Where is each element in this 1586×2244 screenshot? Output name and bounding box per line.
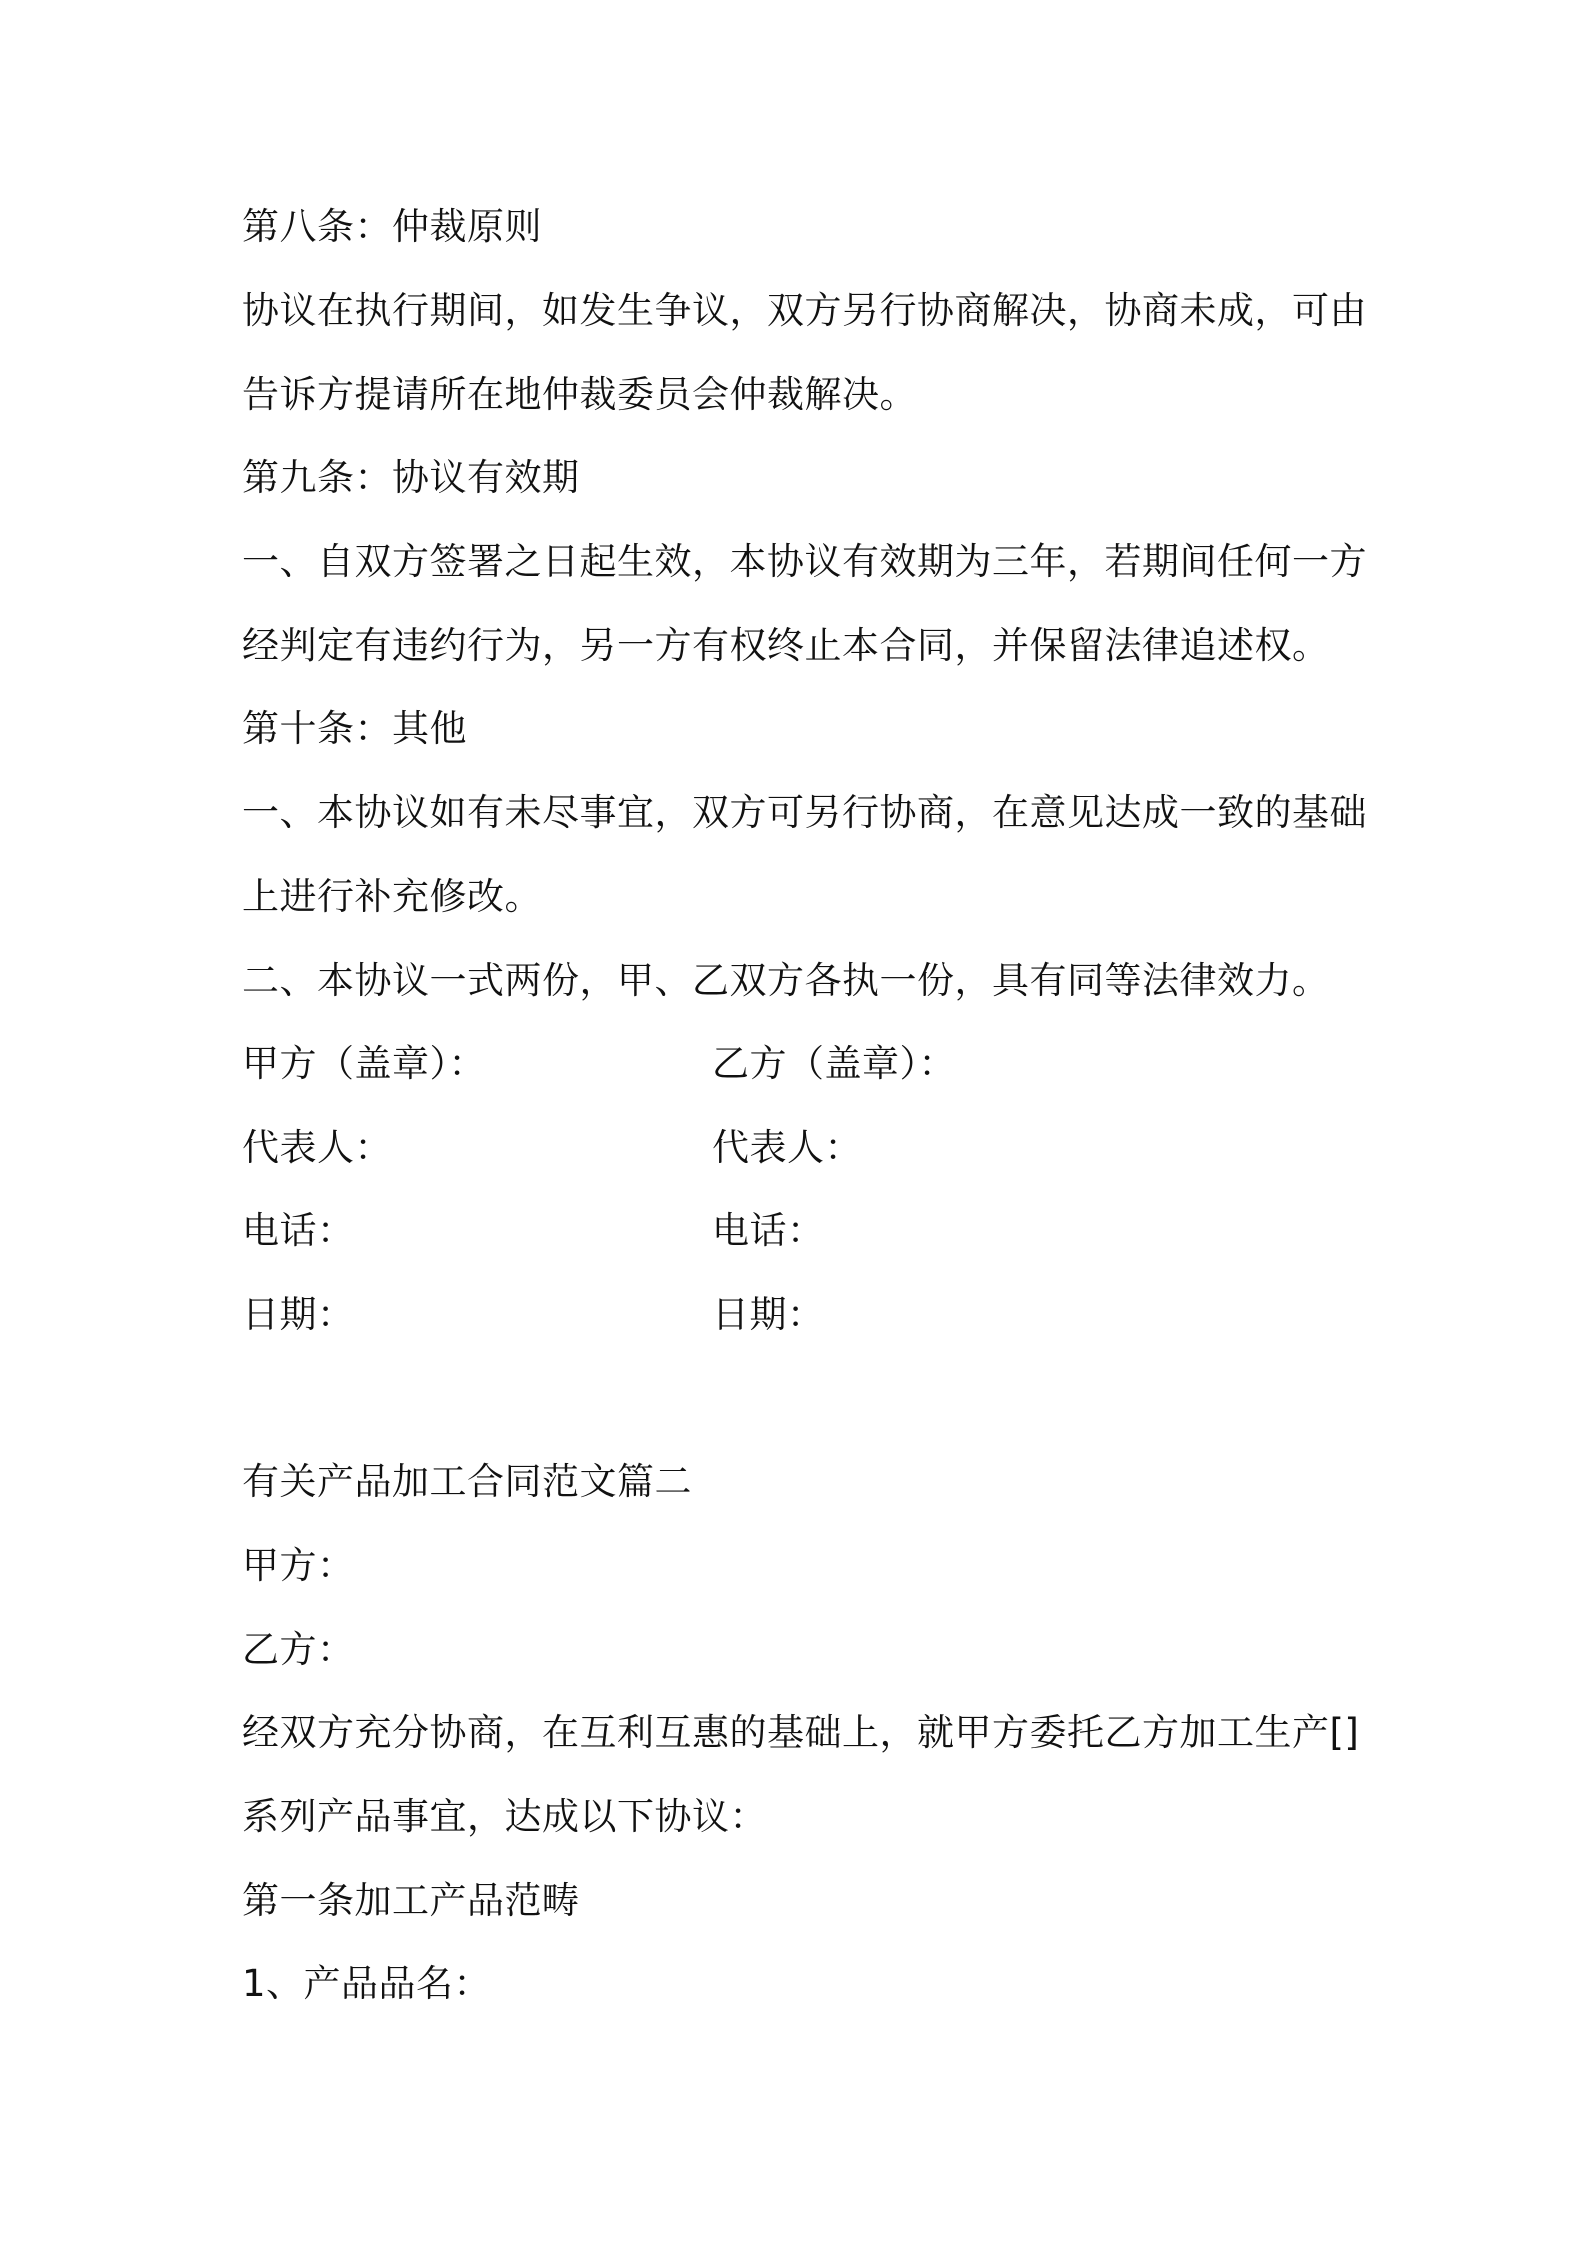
party-a-representative-label: 代表人： (242, 1126, 392, 1169)
party-a-date-label: 日期： (242, 1293, 355, 1336)
party-b-representative-label: 代表人： (712, 1126, 862, 1169)
party-a-seal-label: 甲方（盖章）： (242, 1042, 486, 1085)
contract-2-intro-line-2: 系列产品事宜，达成以下协议： (242, 1795, 767, 1838)
contract-2-intro-line-1: 经双方充分协商，在互利互惠的基础上，就甲方委托乙方加工生产[] (242, 1711, 1360, 1754)
contract-2-article-1-heading: 第一条加工产品范畴 (242, 1879, 580, 1922)
contract-2-party-b-label: 乙方： (242, 1628, 355, 1671)
section-9-item-1-line-2: 经判定有违约行为，另一方有权终止本合同，并保留法律追述权。 (242, 624, 1330, 667)
party-a-phone-label: 电话： (242, 1209, 355, 1252)
party-b-seal-label: 乙方（盖章）： (712, 1042, 956, 1085)
section-10-item-2: 二、本协议一式两份，甲、乙双方各执一份，具有同等法律效力。 (242, 959, 1330, 1002)
section-10-item-1-line-1: 一、本协议如有未尽事宜，双方可另行协商，在意见达成一致的基础 (242, 791, 1367, 834)
section-10-item-1-line-2: 上进行补充修改。 (242, 875, 542, 918)
party-b-phone-label: 电话： (712, 1209, 825, 1252)
section-9-item-1-line-1: 一、自双方签署之日起生效，本协议有效期为三年，若期间任何一方 (242, 540, 1367, 583)
section-10-heading: 第十条：其他 (242, 707, 467, 750)
section-8-heading: 第八条：仲裁原则 (242, 205, 542, 248)
section-9-heading: 第九条：协议有效期 (242, 456, 580, 499)
section-8-paragraph-line-1: 协议在执行期间，如发生争议，双方另行协商解决，协商未成，可由 (242, 289, 1367, 332)
contract-2-party-a-label: 甲方： (242, 1544, 355, 1587)
contract-2-article-1-item-1: 1、产品品名： (242, 1962, 492, 2005)
party-b-date-label: 日期： (712, 1293, 825, 1336)
contract-2-title: 有关产品加工合同范文篇二 (242, 1460, 692, 1503)
section-8-paragraph-line-2: 告诉方提请所在地仲裁委员会仲裁解决。 (242, 373, 917, 416)
